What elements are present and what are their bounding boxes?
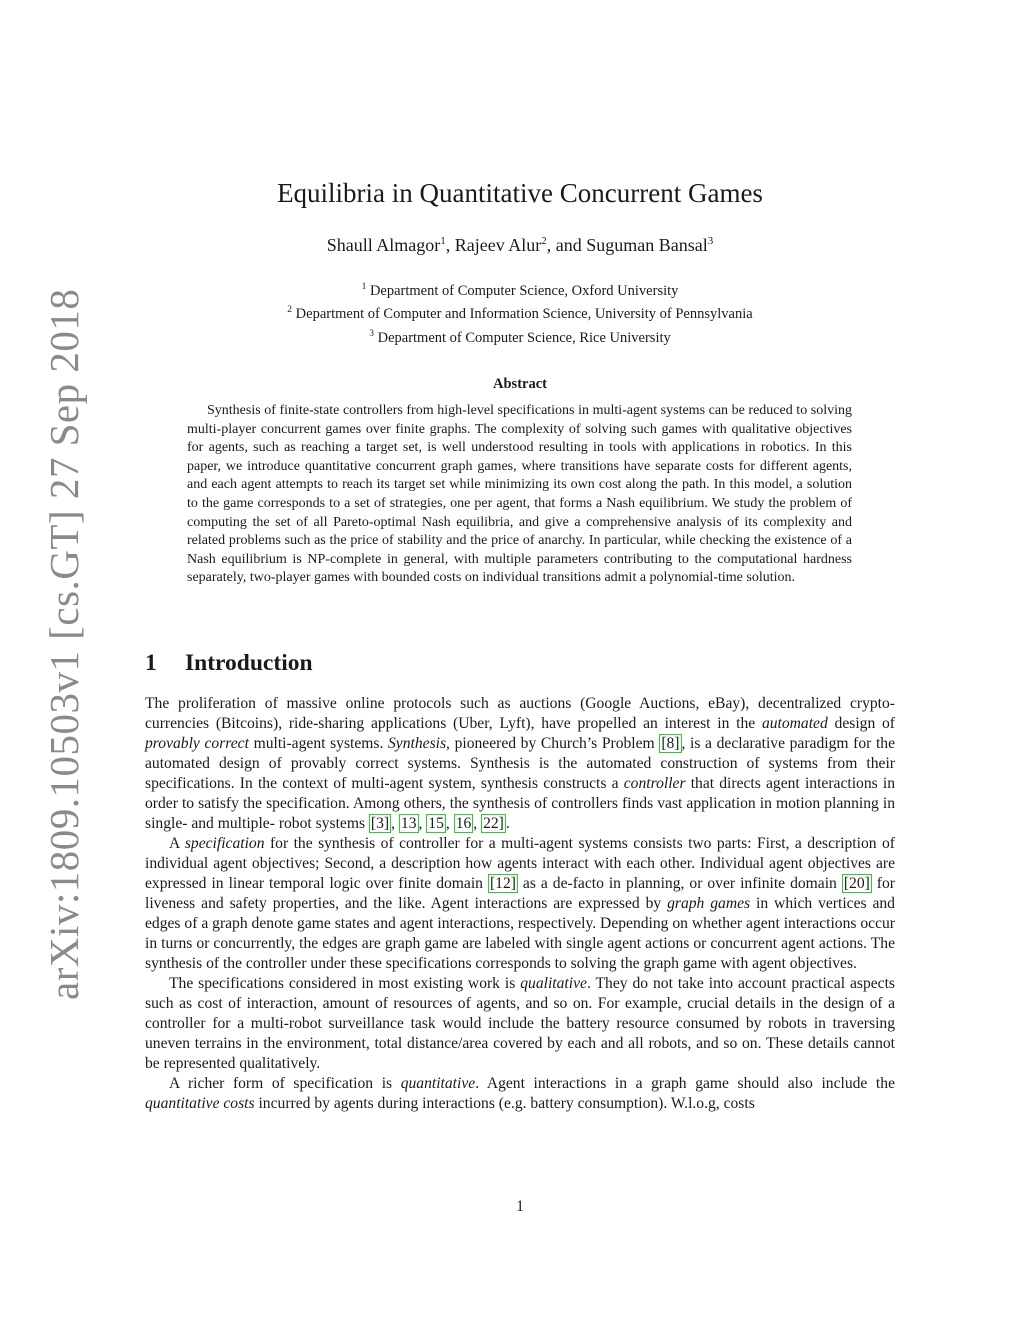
- section-number: 1: [145, 650, 157, 676]
- citation-link[interactable]: [20]: [843, 875, 870, 892]
- text-run: .: [505, 815, 510, 832]
- section-heading: [145, 650, 895, 677]
- text-run: design of: [827, 715, 895, 732]
- author-affiliation-mark: 3: [707, 235, 714, 247]
- text-run: . Agent interactions in a graph game should also include the: [475, 1075, 895, 1092]
- affiliation-item: [145, 325, 895, 348]
- emphasis: Synthesis: [388, 735, 447, 752]
- abstract-heading: Abstract: [493, 376, 547, 392]
- text-run: that directs agent interactions in order to satisfy the specification. Among others, the synthesis of controllers finds vast application in motion planning in single- and multiple- robot systems: [145, 775, 895, 832]
- affiliation-mark: 2: [287, 305, 293, 316]
- text-run: for the synthesis of controller for a multi-agent systems consists two parts: First, a description of individual agent objectives; Second, a description how agents interact with each other. Individual agent objectives are expressed in linear temporal logic over finite domain: [145, 835, 895, 892]
- emphasis: specification: [184, 835, 265, 852]
- citation-link[interactable]: [8]: [661, 735, 680, 752]
- emphasis: quantitative: [400, 1075, 476, 1092]
- emphasis: qualitative: [520, 975, 587, 992]
- author-affiliation-mark: 1: [440, 235, 446, 247]
- text-run: , is a declarative paradigm for the automated design of provably correct systems. Synthesis is the automated construction of systems from their specifications. In the context of multi-agent system, synthesis constructs a: [145, 735, 896, 792]
- citation-link[interactable]: 13: [400, 815, 417, 832]
- paragraph: [145, 974, 895, 1074]
- text-run: multi-agent systems.: [248, 735, 388, 752]
- section-title: Introduction: [185, 650, 313, 676]
- emphasis: automated: [761, 715, 828, 732]
- text-run: The proliferation of massive online protocols such as auctions (Google Auctions, eBay), decentralized crypto- currencies (Bitcoins), ride-sharing applications (Uber, Lyft), have propelled an interest in the: [145, 695, 895, 732]
- affiliation-item: [145, 301, 895, 324]
- author-name: Shaull Almagor: [326, 235, 441, 255]
- affiliation-list: [145, 278, 895, 348]
- arxiv-identifier-stamp: arXiv:1809.10503v1 [cs.GT] 27 Sep 2018: [41, 288, 87, 1000]
- emphasis: quantitative costs: [145, 1095, 255, 1112]
- paper-title: Equilibria in Quantitative Concurrent Games: [277, 178, 763, 208]
- affiliation-text: Department of Computer and Information Science, University of Pennsylvania: [295, 306, 753, 323]
- affiliation-mark: 3: [369, 328, 374, 339]
- text-run: incurred by agents during interactions (e.g. battery consumption). W.l.o.g, costs: [254, 1095, 755, 1112]
- abstract-text: Synthesis of finite-state controllers from high-level specifications in multi-agent systems can be reduced to solving multi-player concurrent games over finite graphs. The complexity of solving such games with qualitative objectives for agents, such as reaching a target set, is well understood resulting in tools with applications in robotics. In this paper, we introduce quantitative concurrent graph games, where transitions have separate costs for different agents, and each agent attempts to reach its target set while minimizing its own cost along the path. In this model, a solution to the game corresponds to a set of strategies, one per agent, that forms a Nash equilibrium. We study the problem of computing the set of all Pareto-optimal Nash equilibria, and give a comprehensive analysis of its complexity and related problems such as the price of stability and the price of anarchy. In particular, while checking the existence of a Nash equilibrium is NP-complete in general, with multiple parameters contributing to the computational hardness separately, two-player games with bounded costs on individual transitions admit a polynomial-time solution.: [187, 403, 852, 586]
- citation-link[interactable]: 15: [428, 815, 444, 832]
- author-affiliation-mark: 2: [541, 235, 547, 247]
- citation-link[interactable]: 22]: [483, 815, 504, 832]
- author-separator: ,: [445, 235, 455, 255]
- emphasis: provably correct: [145, 735, 249, 752]
- affiliation-item: [145, 278, 895, 301]
- introduction-body: [145, 694, 895, 1114]
- text-run: , pioneered by Church’s Problem: [446, 735, 660, 752]
- text-run: A: [169, 835, 185, 852]
- citation-link[interactable]: [12]: [489, 875, 516, 892]
- affiliation-mark: 1: [361, 282, 367, 292]
- paragraph: [145, 1074, 895, 1114]
- affiliation-text: Department of Computer Science, Oxford University: [369, 282, 679, 299]
- citation-link[interactable]: [3]: [370, 815, 390, 832]
- page-number: 1: [516, 1198, 524, 1215]
- author-separator: , and: [546, 235, 587, 255]
- author-name: Rajeev Alur: [454, 235, 542, 255]
- affiliation-text: Department of Computer Science, Rice University: [377, 329, 671, 346]
- paragraph: The proliferation of massive online protocols such as auctions (Google Auctions, eBay), decentralized crypto- currencies (Bitcoins), ride-sharing applications (Uber, Lyft), have propelled an interest in the automated design of provably correct multi-agent systems. Synthesis, pioneered by Church’s Problem [8] , is a declarative paradigm for the automated design of provably correct systems. Synthesis is the automated construction of systems from their specifications. In the context of multi-agent system, synthesis constructs a controller that directs agent interactions in order to satisfy the specification. Among others, the synthesis of controllers finds vast application in motion planning in single- and multiple- robot systems [3] , 13 , 15 , 16 , 22] .: [145, 695, 896, 832]
- text-run: as a de-facto in planning, or over infinite domain: [517, 875, 842, 892]
- text-run: for liveness and safety properties, and the like. Agent interactions are expressed by: [145, 875, 895, 912]
- emphasis: graph games: [667, 895, 751, 912]
- author-name: Suguman Bansal: [586, 235, 708, 255]
- text-run: . They do not take into account practical aspects such as cost of interaction, amount of resources of agents, and so on. For example, crucial details in the design of a controller for a multi-robot surveillance task would include the battery resource consumed by robots in traversing uneven terrains in the environment, total distance/area covered by each and all robots, and so on. These details cannot be represented qualitatively.: [145, 975, 895, 1072]
- paragraph: [145, 834, 895, 974]
- text-run: A richer form of specification is: [169, 1075, 401, 1092]
- text-run: in which vertices and edges of a graph denote game states and agent interactions, respectively. Depending on whether agent interactions occur in turns or concurrently, the edges are graph game are labeled with single agent actions or concurrent agent actions. The synthesis of the controller under these specifications corresponds to solving the graph game with agent objectives.: [145, 895, 895, 972]
- text-run: The specifications considered in most existing work is: [169, 975, 521, 992]
- author-list: [145, 235, 895, 256]
- citation-link[interactable]: 16: [455, 815, 472, 832]
- emphasis: controller: [623, 775, 686, 792]
